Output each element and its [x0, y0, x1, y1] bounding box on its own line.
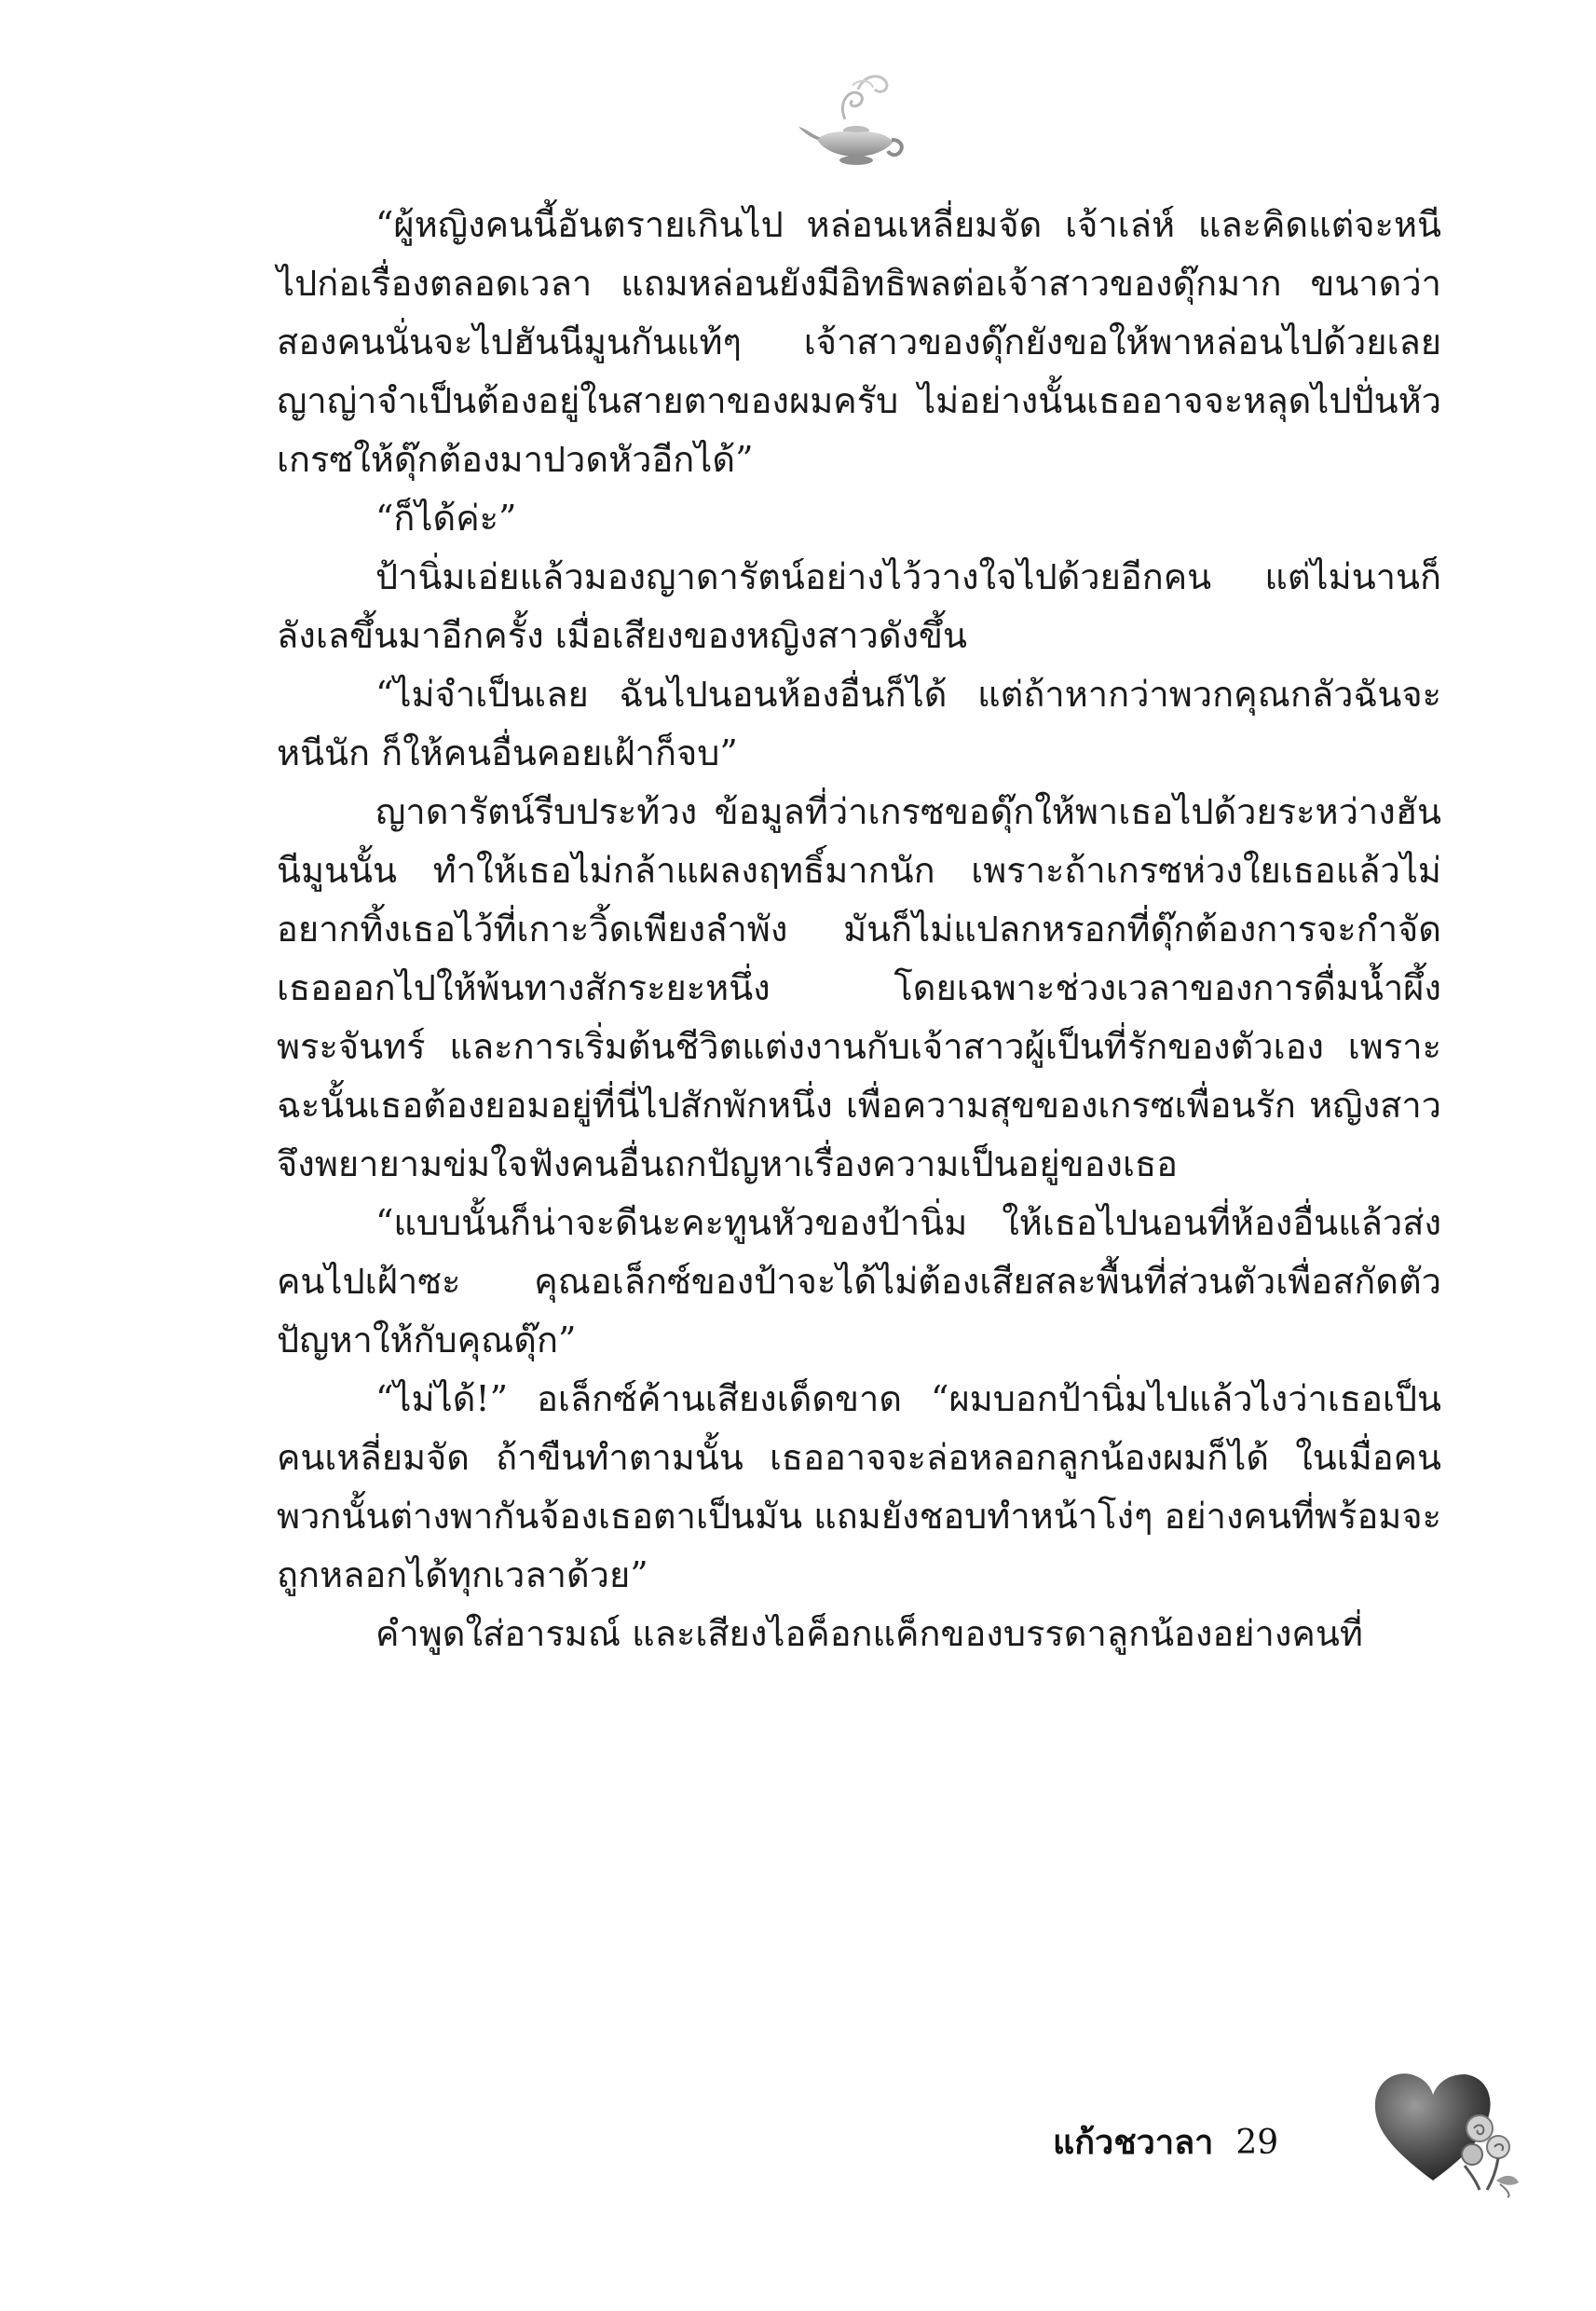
- paragraph: “แบบนั้นก็น่าจะดีนะคะทูนหัวของป้านิ่ม ให้เธอไปนอนที่ห้องอื่นแล้วส่งคนไปเฝ้าซะ คุณอเล็กซ์ของป้าจะได้ไม่ต้องเสียสละพื้นที่ส่วนตัวเพื่อสกัดตัวปัญหาให้กับคุณดุ๊ก”: [277, 1202, 1441, 1361]
- paragraph: ป้านิ่มเอ่ยแล้วมองญาดารัตน์อย่างไว้วางใจไปด้วยอีกคน แต่ไม่นานก็ลังเลขึ้นมาอีกครั้ง เมื่อเสียงของหญิงสาวดังขึ้น: [277, 556, 1441, 656]
- book-title: แก้วชวาลา: [1053, 2124, 1214, 2162]
- genie-lamp-icon: [797, 65, 908, 177]
- paragraph: “ไม่จำเป็นเลย ฉันไปนอนห้องอื่นก็ได้ แต่ถ้าหากว่าพวกคุณกลัวฉันจะหนีนัก ก็ให้คนอื่นคอยเฝ้าก็จบ”: [277, 674, 1441, 773]
- paragraph: “ก็ได้ค่ะ”: [375, 498, 517, 539]
- paragraph: “ไม่ได้!” อเล็กซ์ค้านเสียงเด็ดขาด “ผมบอกป้านิ่มไปแล้วไงว่าเธอเป็นคนเหลี่ยมจัด ถ้าขืนทำตามนั้น เธออาจจะล่อหลอกลูกน้องผมก็ได้ ในเมื่อคนพวกนั้นต่างพากันจ้องเธอตาเป็นมัน แถมยังชอบทำหน้าโง่ๆ อย่างคนที่พร้อมจะถูกหลอกได้ทุกเวลาด้วย”: [277, 1378, 1441, 1595]
- paragraph: คำพูดใส่อารมณ์ และเสียงไอค็อกแค็กของบรรดาลูกน้องอย่างคนที่: [375, 1613, 1363, 1654]
- paragraph: ญาดารัตน์รีบประท้วง ข้อมูลที่ว่าเกรซขอดุ๊กให้พาเธอไปด้วยระหว่างฮันนีมูนนั้น ทำให้เธอไม่กล้าแผลงฤทธิ์มากนัก เพราะถ้าเกรซห่วงใยเธอแล้วไม่อยากทิ้งเธอไว้ที่เกาะวิ้ดเพียงลำพัง มันก็ไม่แปลกหรอกที่ดุ๊กต้องการจะกำจัดเธอออกไปให้พ้นทางสักระยะหนึ่ง โดยเฉพาะช่วงเวลาของการดื่มน้ำผึ้งพระจันทร์ และการเริ่มต้นชีวิตแต่งงานกับเจ้าสาวผู้เป็นที่รักของตัวเอง เพราะฉะนั้นเธอต้องยอมอยู่ที่นี่ไปสักพักหนึ่ง เพื่อความสุขของเกรซเพื่อนรัก หญิงสาวจึงพยายามข่มใจฟังคนอื่นถกปัญหาเรื่องความเป็นอยู่ของเธอ: [277, 791, 1441, 1184]
- page-body: [277, 196, 1441, 1663]
- page-footer: [1053, 2115, 1278, 2168]
- heart-roses-icon: [1368, 2050, 1526, 2199]
- paragraph: “ผู้หญิงคนนี้อันตรายเกินไป หล่อนเหลี่ยมจัด เจ้าเล่ห์ และคิดแต่จะหนีไปก่อเรื่องตลอดเวลา แถมหล่อนยังมีอิทธิพลต่อเจ้าสาวของดุ๊กมาก ขนาดว่าสองคนนั่นจะไปฮันนีมูนกันแท้ๆ เจ้าสาวของดุ๊กยังขอให้พาหล่อนไปด้วยเลย ญาญ่าจำเป็นต้องอยู่ในสายตาของผมครับ ไม่อย่างนั้นเธออาจจะหลุดไปปั่นหัวเกรซให้ดุ๊กต้องมาปวดหัวอีกได้”: [277, 204, 1441, 480]
- page-number: 29: [1235, 2124, 1279, 2162]
